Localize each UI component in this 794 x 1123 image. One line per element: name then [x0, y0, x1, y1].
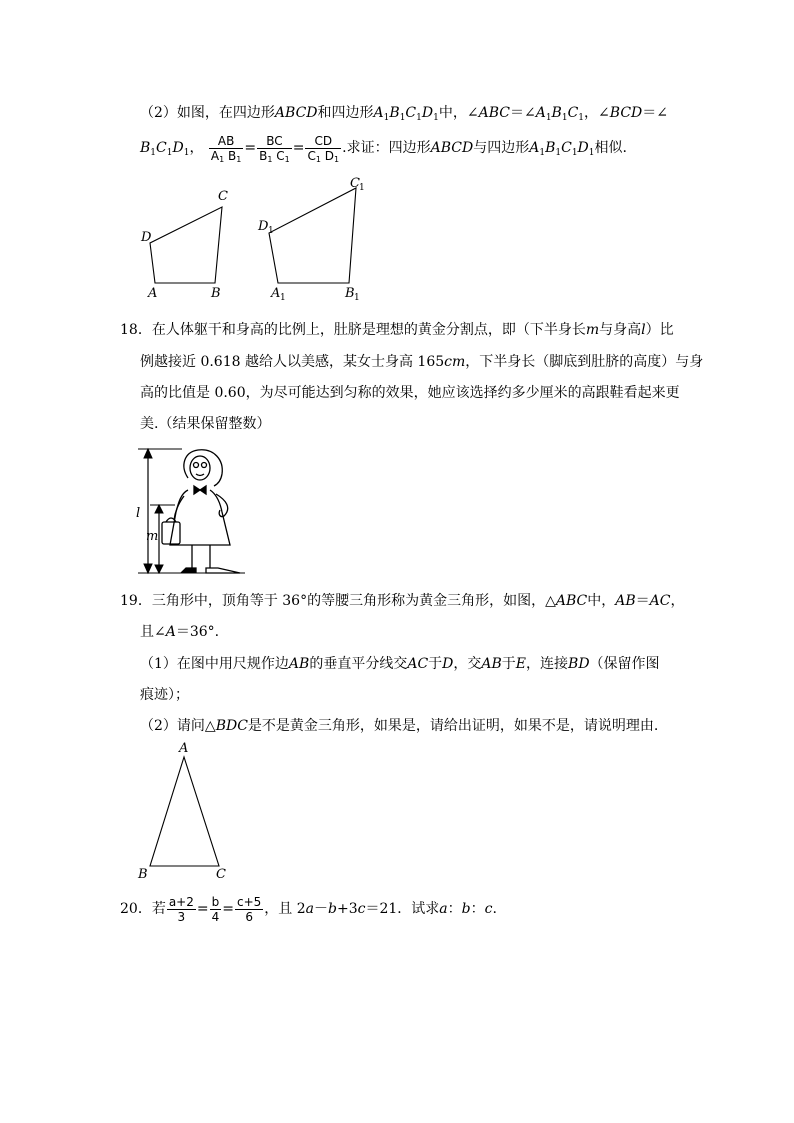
fraction-ab: $\frac{AB}{A_1 B_1}$ — [210, 133, 242, 164]
label-A1-sub: 1 — [280, 293, 286, 303]
q19-line1: 19．三角形中，顶角等于 36°的等腰三角形称为黄金三角形，如图，△ABC中，AB＝AC， — [120, 593, 685, 609]
label-B1: B — [345, 286, 355, 301]
label-B1-sub: 1 — [354, 293, 360, 303]
label-m: m — [146, 529, 159, 544]
label-D: D — [141, 230, 152, 245]
fraction-b: $\frac{b}{4}$ — [211, 894, 220, 924]
label-C1: C — [350, 176, 360, 191]
label-D1: D — [258, 219, 269, 234]
q17-part2-line2: $B_1C_1D_1$， $\frac{AB}{A_1 B_1}$ = $\frac{BC}{B_1 C_1}$ = $\frac{CD}{C_1 D_1}$ .求证：四边形ABCD与四边形$A_1B_1C_1D_1$相似. — [140, 133, 627, 164]
fraction-a-plus-2: $\frac{a+2}{3}$ — [168, 894, 194, 924]
q19-part1-line1: （1）在图中用尺规作边AB的垂直平分线交AC于D，交AB于E，连接BD（保留作图 — [140, 656, 660, 672]
q19-line2: 且∠A＝36°. — [140, 624, 220, 640]
triangle-abc — [150, 757, 219, 866]
label-l: l — [136, 506, 141, 521]
fraction-c-plus-5: $\frac{c+5}{6}$ — [236, 894, 262, 924]
q17-part2-line1: （2）如图，在四边形ABCD和四边形$A_1B_1C_1D_1$中，$\angle ABC=\angle A_1B_1C_1$，∠BCD＝∠ — [140, 105, 668, 123]
label-A: A — [179, 741, 189, 756]
fraction-bc: $\frac{BC}{B_1 C_1}$ — [259, 133, 290, 164]
label-A: A — [148, 286, 158, 301]
q18-line2: 例越接近 0.618 越给人以美感，某女士身高 165cm，下半身长（脚底到肚脐的高度）与身 — [140, 354, 704, 370]
label-B: B — [211, 286, 221, 301]
q18-line4: 美.（结果保留整数） — [140, 416, 271, 432]
label-D1-sub: 1 — [268, 226, 274, 236]
label-C: C — [218, 189, 228, 204]
q20-line: 20．若 $\frac{a+2}{3}$ = $\frac{b}{4}$ = $\frac{c+5}{6}$ ，且 2a－b+3c＝21．试求a：b：c. — [120, 894, 497, 924]
label-C: C — [216, 867, 226, 882]
q18-line1: 18．在人体躯干和身高的比例上，肚脐是理想的黄金分割点，即（下半身长m与身高l）比 — [120, 322, 674, 338]
fraction-cd: $\frac{CD}{C_1 D_1}$ — [307, 133, 340, 164]
q18-line3: 高的比值是 0.60，为尽可能达到匀称的效果，她应该选择约多少厘米的高跟鞋看起来更 — [140, 385, 680, 401]
q19-part1-line2: 痕迹）； — [140, 687, 189, 703]
q19-part2: （2）请问△BDC是不是黄金三角形，如果是，请给出证明，如果不是，请说明理由. — [140, 718, 659, 734]
label-B: B — [138, 867, 148, 882]
label-A1: A — [271, 286, 281, 301]
label-C1-sub: 1 — [359, 183, 365, 193]
